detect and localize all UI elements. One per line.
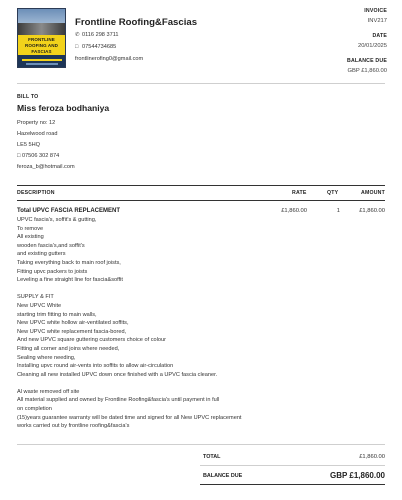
- date-label: DATE: [372, 33, 387, 39]
- description-line: Al waste removed off site: [17, 388, 80, 395]
- description-line: Taking everything back to main roof joists,: [17, 259, 121, 266]
- col-rate: RATE: [292, 190, 307, 196]
- balance-divider: [200, 484, 385, 485]
- description-line: Cleaning all new installed UPVC down once finished with a UPVC fascia cleaner.: [17, 371, 218, 378]
- total-divider: [200, 465, 385, 466]
- table-bottom-rule: [17, 444, 385, 445]
- description-line: New UPVC White: [17, 302, 62, 309]
- description-line: New UPVC white replacement fascia-bored,: [17, 328, 127, 335]
- total-label: TOTAL: [203, 454, 221, 460]
- description-line: All existing: [17, 234, 44, 241]
- description-line: (15)years guarantee warranty will be dated time and signed for all New UPVC replacement: [17, 414, 242, 421]
- company-phone-1: ✆ 0116 298 3711: [75, 32, 119, 38]
- total-value: £1,860.00: [359, 454, 385, 460]
- description-line: Leveling a fine straight line for fascia&soffit: [17, 277, 123, 284]
- item-title: Total UPVC FASCIA REPLACEMENT: [17, 208, 121, 214]
- company-phone-2: □ 07544734685: [75, 44, 117, 50]
- col-amount: AMOUNT: [361, 190, 385, 196]
- balance-due-total-label: BALANCE DUE: [203, 473, 243, 479]
- description-line: New UPVC white hollow air-ventilated soffits,: [17, 320, 129, 327]
- description-line: starting trim fitting to main walls,: [17, 311, 97, 318]
- description-line: SUPPLY & FIT: [17, 294, 54, 301]
- description-line: [17, 285, 317, 294]
- mobile-icon: □: [17, 153, 22, 159]
- description-line: To remove: [17, 225, 44, 232]
- balance-due-value: GBP £1,860.00: [347, 68, 387, 74]
- client-address-line: Property no: 12: [17, 120, 56, 126]
- col-description: DESCRIPTION: [17, 190, 55, 196]
- company-email: frontlinerofing0@gmail.com: [75, 56, 144, 62]
- invoice-header: [17, 8, 387, 88]
- description-line: Fitting all corner and joins where needed,: [17, 345, 120, 352]
- client-email: feroza_b@hotmail.com: [17, 164, 75, 170]
- bill-to-label: BILL TO: [17, 94, 39, 100]
- mobile-icon: □: [75, 44, 79, 50]
- company-name: Frontline Roofing&Fascias: [75, 17, 198, 28]
- description-line: and existing gutters: [17, 251, 66, 258]
- item-amount: £1,860.00: [359, 208, 385, 214]
- logo-text: FRONTLINE ROOFING AND FASCIAS: [25, 37, 58, 54]
- description-line: works carried out by frontline roofing&fascia's: [17, 423, 130, 430]
- item-description: [17, 216, 317, 431]
- client-phone: □ 07506 302 874: [17, 153, 60, 159]
- table-header-bottom-rule: [17, 200, 385, 201]
- description-line: And new UPVC square guttering customers choice of colour: [17, 337, 166, 344]
- description-line: Installing upvc round air-vents into soffits to allow air-circulation: [17, 363, 174, 370]
- invoice-number: INV217: [367, 18, 387, 24]
- invoice-meta: [347, 8, 387, 83]
- description-line: Sealing where needing,: [17, 354, 76, 361]
- description-line: [17, 379, 317, 388]
- item-qty: 1: [336, 208, 340, 214]
- item-rate: £1,860.00: [281, 208, 307, 214]
- phone-icon: ✆: [75, 32, 80, 38]
- description-line: UPVC fascia's, soffit's & gutting,: [17, 217, 97, 223]
- table-header-top-rule: [17, 185, 385, 186]
- client-address-line: Hazelwood road: [17, 131, 58, 137]
- header-divider: [17, 83, 385, 84]
- balance-due-label: BALANCE DUE: [347, 58, 387, 64]
- balance-due-total-value: GBP £1,860.00: [329, 471, 385, 480]
- description-line: wooden fascia's,and soffit's: [17, 242, 85, 249]
- invoice-label: INVOICE: [364, 8, 387, 14]
- client-name: Miss feroza bodhaniya: [17, 103, 110, 113]
- company-logo: [17, 8, 66, 68]
- description-line: on completion: [17, 406, 52, 413]
- description-line: All material supplied and owned by Frontline Roofing&fascia's until payment in full: [17, 397, 220, 404]
- description-line: Fitting upvc packers to joists: [17, 268, 88, 275]
- client-address-line: LE5 5HQ: [17, 142, 41, 148]
- col-qty: QTY: [327, 190, 339, 196]
- invoice-date: 20/01/2025: [357, 43, 387, 49]
